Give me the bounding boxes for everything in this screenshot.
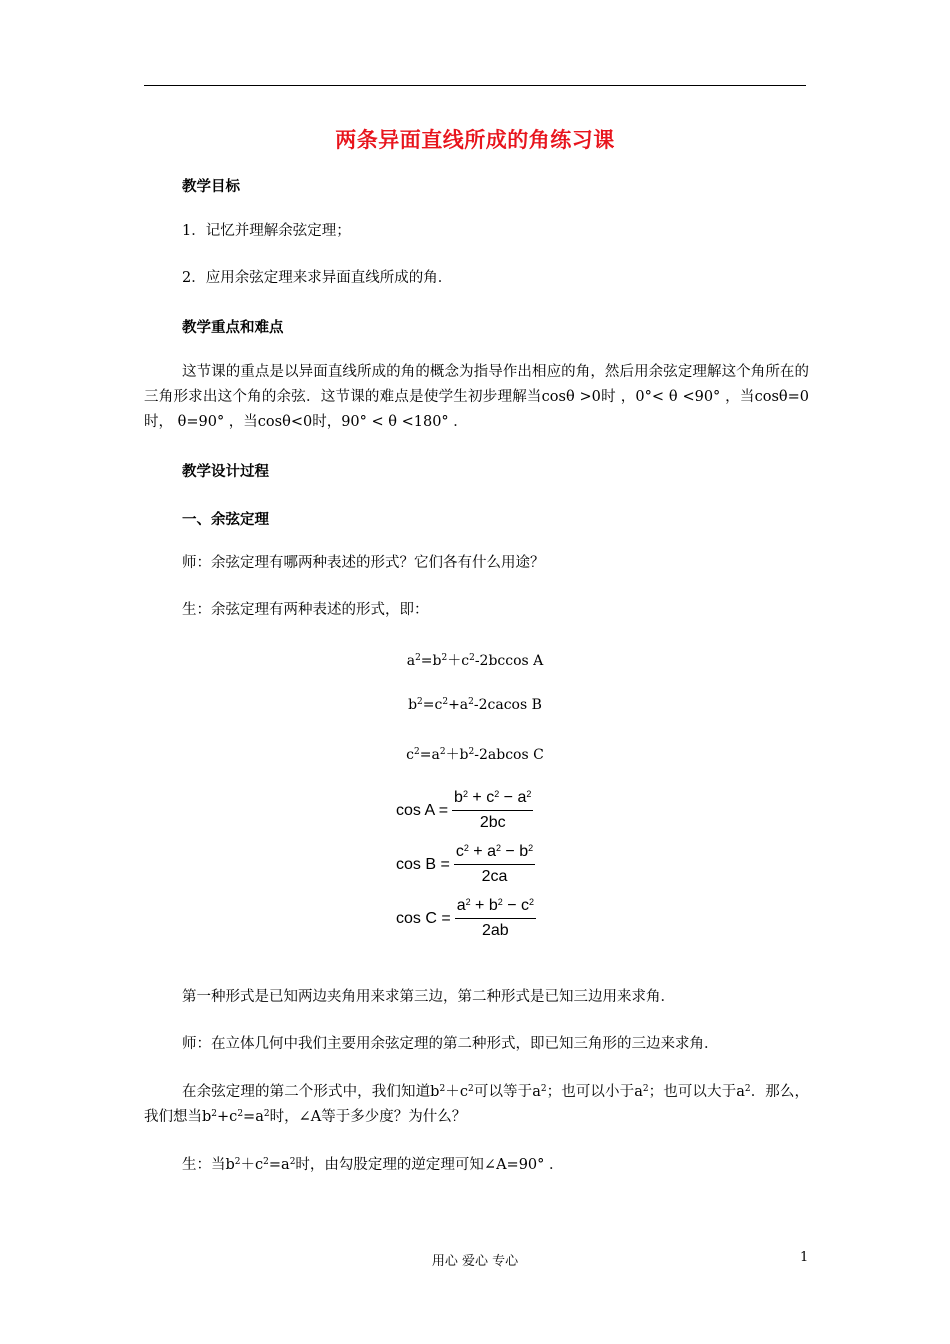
keypoints-paragraph: 这节课的重点是以异面直线所成的角的概念为指导作出相应的角，然后用余弦定理解这个角所在的三角形求出这个角的余弦．这节课的难点是使学生初步理解当cosθ >0时 ，0°< θ <90° ，当cosθ=0时， θ=90° ，当cosθ<0时，90° < θ <180° ． [144,364,809,430]
teacher-statement-2: 师：在立体几何中我们主要用余弦定理的第二种形式，即已知三角形的三边来求角． [182,1036,719,1052]
page-number: 1 [800,1250,809,1265]
heading-cosine-law: 一、余弦定理 [182,512,269,528]
fraction-cos-a: cos A = $\frac{b^2 + c^2 - a^2}{2bc}$ [396,789,532,831]
teacher-question-1: 师：余弦定理有哪两种表述的形式？它们各有什么用途？ [182,555,545,571]
equation-2: $b^2=c^2+a^2-2cacos$ B [408,697,542,713]
fraction-cos-c: cos C = $\frac{a^2 + b^2 - c^2}{2ab}$ [396,897,535,939]
footer-motto: 用心 爱心 专心 [431,1254,519,1269]
equation-3: $c^2=a^2+b^2-2abcos$ C [406,747,544,763]
fraction-cos-b: cos B = $\frac{c^2 + a^2 - b^2}{2ca}$ [396,843,534,885]
paragraph-second-form: 在余弦定理的第二个形式中，我们知道$b^2+c^2$可以等于$a^2$；也可以小于$a^2$；也可以大于$a^2$．那么，我们想当$b^2+c^2=a^2$时，∠A等于多少度？为什么？ [144,1084,810,1125]
heading-goals: 教学目标 [182,179,240,195]
student-answer-2: 生：当$b^2+c^2=a^2$时，由勾股定理的逆定理可知∠A=90° ． [182,1157,564,1173]
student-answer-1: 生：余弦定理有两种表述的形式，即： [182,602,429,618]
goal-item-2: 2．应用余弦定理来求异面直线所成的角． [182,270,453,286]
equation-1: $a^2=b^2+c^2-2bccos$ A [406,653,544,669]
heading-keypoints: 教学重点和难点 [182,320,284,336]
paragraph-forms-usage: 第一种形式是已知两边夹角用来求第三边，第二种形式是已知三边用来求角． [182,989,675,1005]
header-rule [144,85,806,86]
heading-process: 教学设计过程 [182,464,269,480]
page-title: 两条异面直线所成的角练习课 [335,128,615,152]
goal-item-1: 1．记忆并理解余弦定理； [182,223,351,239]
